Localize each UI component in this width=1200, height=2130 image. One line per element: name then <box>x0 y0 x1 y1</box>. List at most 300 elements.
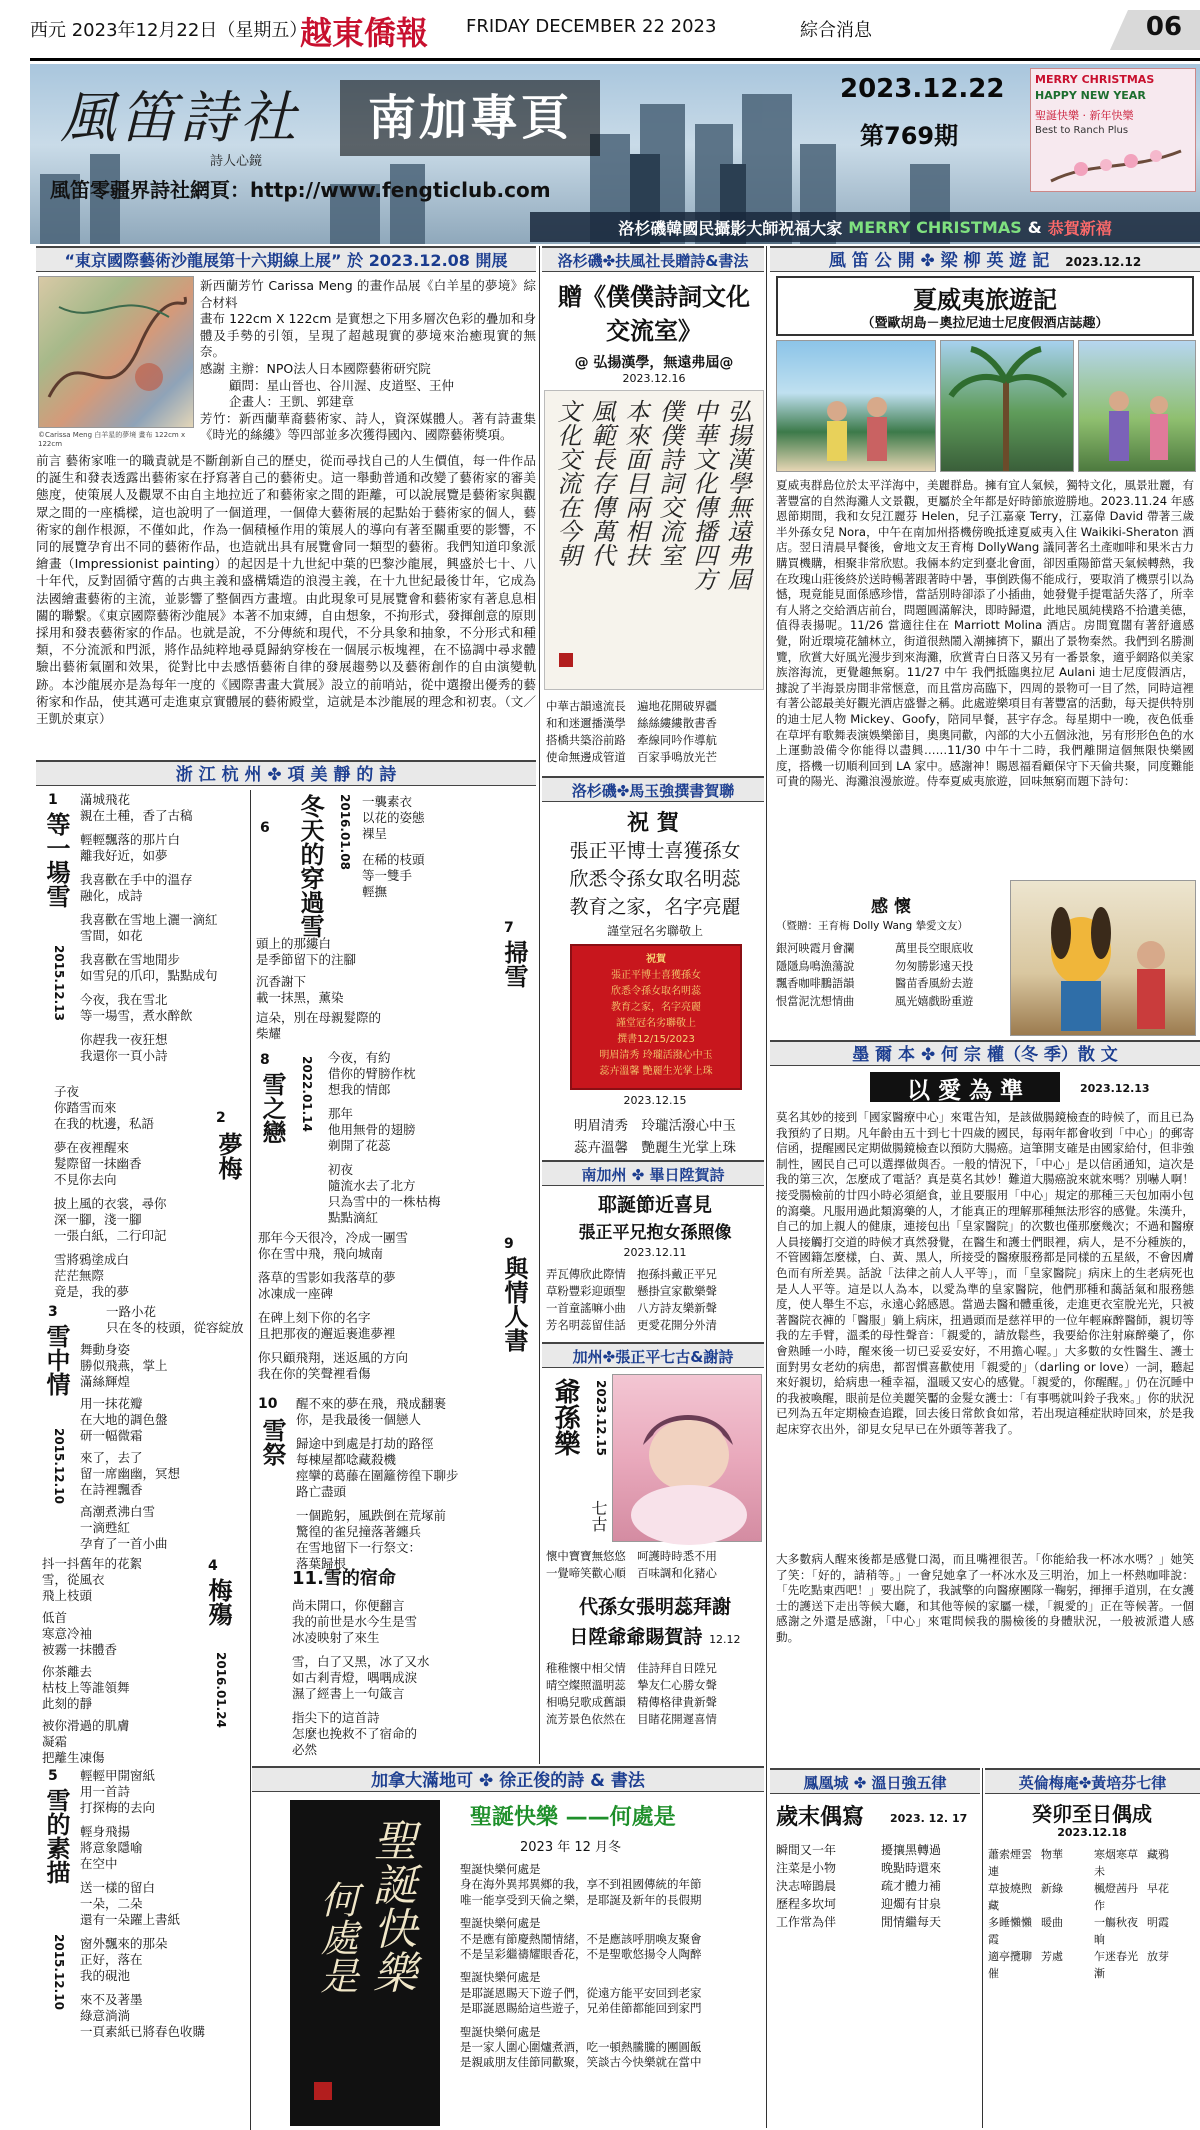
poem-1 <box>36 790 248 1080</box>
poem-line: 用一首詩 <box>80 1784 131 1799</box>
poem-1-date: 2015.12.13 <box>52 945 66 1021</box>
poem-line: 一滴甦紅 <box>80 1520 131 1535</box>
poem-1-number: 1 <box>48 792 58 808</box>
poem-11-heading <box>292 1564 492 1590</box>
congrats-couplet-2: 蕊卉溫馨 艷麗生光掌上珠 <box>574 1140 736 1156</box>
poem-8-number: 8 <box>260 1052 270 1068</box>
callig-col: 僕僕詩詞交流室 <box>655 399 683 567</box>
bottom-left-title: 歲末偶寫 <box>776 1805 865 1830</box>
poem-line: 茫茫無際 <box>54 1268 105 1283</box>
poem-5 <box>36 1764 248 2128</box>
poem-2-title: 夢梅 <box>214 1132 243 1180</box>
poem-line: 他用無骨的翅膀 <box>328 1122 416 1137</box>
exhibit-header: “東京國際藝術沙龍展第十六期線上展” 於 2023.12.08 開展 <box>36 246 536 272</box>
poem-line: 一朵，二朵 <box>80 1896 143 1911</box>
cherry-blossom-icon <box>1051 141 1181 191</box>
bottom-left-line: 晚點時還來 <box>881 1861 942 1875</box>
poem-4-lines <box>42 1556 192 1765</box>
card-text: 教育之家，名字亮麗 <box>611 1002 701 1013</box>
poem-line: 你，是我最後一個戀人 <box>296 1412 422 1427</box>
poem-line: 還有一朵躍上書紙 <box>80 1912 181 1927</box>
poem-line: 醒不來的夢在飛，飛成翻裹 <box>296 1396 447 1411</box>
poem-line: 冰凌映射了來生 <box>292 1630 380 1645</box>
travel-poem <box>776 940 1006 1010</box>
poem-3-number: 3 <box>48 1304 58 1320</box>
poem-line: 留一席幽幽，冥想 <box>80 1466 181 1481</box>
poem-10-lines <box>296 1396 536 1571</box>
card-line-2: HAPPY NEW YEAR <box>1035 89 1146 102</box>
bottom-left-line: 工作常為伴 <box>776 1915 837 1929</box>
poem-line: 雪間，如花 <box>80 928 143 943</box>
congrats-title: 祝 賀 <box>627 811 679 836</box>
poem-4-title: 梅殤 <box>204 1578 233 1626</box>
greeting-card <box>1030 68 1196 192</box>
poem-line: 綠意淌淌 <box>80 2008 131 2023</box>
bottom-right-line: 暖曲 <box>1041 1916 1063 1929</box>
congrats-red-card <box>570 944 742 1090</box>
poem-8 <box>252 1046 536 1226</box>
bottom-right-line: 適亭攬聊催 <box>988 1950 1032 1980</box>
poem-6-number: 6 <box>260 820 270 836</box>
poem-line: 凝霜 <box>42 1734 68 1749</box>
travel-header-date: 2023.12.12 <box>1065 255 1142 269</box>
poem-line: 初夜 <box>328 1162 354 1177</box>
thanks-title-2 <box>546 1622 764 1650</box>
poem-line: 想我的情郎 <box>328 1082 391 1097</box>
poem-line: 雪將鴉塗成白 <box>54 1252 130 1267</box>
poem-line: 寒意冷袖 <box>42 1626 93 1641</box>
xmas-calligraphy <box>290 1800 440 2126</box>
congrats-line-2: 欣悉令孫女取名明蕊 <box>569 868 741 890</box>
grandpa-title: 爺孫樂 <box>550 1378 580 1456</box>
christmas-joy-date: 2023.12.11 <box>623 1246 687 1259</box>
society-seal: 詩人心鏡 <box>210 154 263 169</box>
travel-poem-line: 萬里長空眼底收 <box>895 942 974 955</box>
poem-line: 路亡盡頭 <box>296 1484 347 1499</box>
bottom-right-line: 芳處 <box>1041 1950 1063 1963</box>
poem-line: 我喜歡在手中的溫存 <box>80 872 193 887</box>
poem-line: 一路小花 <box>106 1304 157 1319</box>
poem-line: 今夜，有約 <box>328 1050 391 1065</box>
congrats-date: 2023.12.15 <box>623 1094 687 1107</box>
poem-line: 今夜，我在雪北 <box>80 992 168 1007</box>
xmas-poem-header: 加拿大滿地可 ✤ 徐正俊的詩 & 書法 <box>252 1766 764 1792</box>
bottom-left-line: 閒情繼每天 <box>881 1915 942 1929</box>
bottom-left-line: 迎燭有甘泉 <box>881 1897 942 1911</box>
thanks-poem: 稚稚懷中相父情 佳詩拜自日陞兄 晴空燦照溫明蕊 摯友仁心勝女聲 相鳴兒歌成舊韻 精傳格律貴新聲 流芳景色依然在 目睹花開遲喜情 <box>546 1661 717 1726</box>
essay-body: 莫名其妙的接到「國家醫療中心」來電告知，是該做腸鏡檢查的時候了，而且已為我預約了日期。凡年齡由五十到七十四歲的國民，每兩年都會收到「中心」的郵寄信函，提醒國民定期做腸鏡檢查以預防大腸癌。這筆開支確是由國家給付，但非強制性，國民自己可以選擇做與否。一般的情況下，「中心」是以信函通知，這次是我的第三次，怎麼成了電話？真是莫名其妙！難道大腸癌說來就來嗎？別嚇人啊！接受腸檢前的廿四小時必須絕食，並且要服用「中心」規定的那種三天包加兩小包的瀉藥。凡服用過此類瀉藥的人，才能真正的理解那種無法形容的感覺。朱漢升，自己的加上親人的健康，連接包出「皇家醫院」的次數也僅那麼幾次；不過和醫療人員接觸打交道的時候才真然發覺，在醫生和護士們眼裡，病人，是不分種族的，不管國籍怎麼樣，白、黃、黑人，所接受的醫療服務都是同樣的五星級，不會因膚色而有所差異。話說「法律之前人人平等」，而「皇家醫院」病床上的生老病死也是人人平等。這是以人為本，以愛為準的皇家醫院，他們那種和藹話氣和服務態度，使人舉生不忘，永遠心銘感恩。當過去醫和體重後，走進更衣室脫光光，只被著醫院衣褲的「醫服」躺上病床，扭過頭而是慈祥甲的一位年輕麻醉醫師，親切等我的左手臂，溫柔的母性聲音：「親愛的，請放鬆些，我要給你注射麻醉藥了，你會熟睡一小時，醒來後一切已妥妥安好，不用擔心喔。」大多數的女性醫生、護士面對男女老幼的病患，都習慣喜歡使用「親愛的」（darling or love）一詞，聽起來好親切，給病患一種幸福，溫暖又安心的感覺。「親愛的，你醒醒。」仍在沉睡中的我被喚醒，眼前是位美麗笑靨的金髮女護士：「有事嗎就叫鈴子我來。」你的狀況已列為五年定期檢查追蹤，回去後日常飲食如常，若出現這種症狀時回來，於是我起床穿衣出外，卻見女兒早已在外頭等著我了。 <box>776 1110 1194 1436</box>
essay-title: 以 愛 為 準 <box>870 1072 1060 1102</box>
bottom-left-line: 疏才體力補 <box>881 1879 942 1893</box>
callig-seal <box>559 653 573 667</box>
poem-line: 點點滴紅 <box>328 1210 379 1225</box>
poem-11-dot: . <box>317 1568 324 1589</box>
calligraphy-subtitle: @ 弘揚漢學，無遠弗屆@ <box>574 355 734 371</box>
bottom-right-line: 早花 <box>1147 1882 1169 1895</box>
congrats-header: 洛杉磯✤馬玉強撰書賀聯 <box>542 776 764 802</box>
poem-line: 你趕我一夜狂想 <box>80 1032 168 1047</box>
poem-line: 在空中 <box>80 1856 118 1871</box>
poem-line: 怎麼也挽救不了宿命的 <box>292 1726 418 1741</box>
travel-poem-line: 恨當泥沈想情曲 <box>776 994 855 1008</box>
poem-line: 這朵，別在母親髮際的 <box>256 1010 382 1025</box>
card-text: 祝賀 <box>646 954 666 965</box>
poem-4 <box>36 1552 248 1765</box>
poem-line: 被霧一抹體香 <box>42 1642 118 1657</box>
poem-5-title: 雪的素描 <box>42 1788 71 1884</box>
bottom-left-header: 鳳凰城 ✤ 溫日強五律 <box>770 1768 980 1794</box>
bottom-left-date: 2023. 12. 17 <box>890 1812 968 1825</box>
poem-7-title: 掃雪 <box>500 940 529 988</box>
bottom-right-line: 物華 <box>1041 1848 1063 1861</box>
poem-line: 打探梅的去向 <box>80 1800 156 1815</box>
poem-line: 夢在夜裡醒來 <box>54 1140 130 1155</box>
poem-line: 頭上的那縷白 <box>256 936 332 951</box>
poem-line: 不見你去向 <box>54 1172 117 1187</box>
travel-poem-line: 隱隱鳥鳴漁蕩說 <box>776 959 855 973</box>
poem-4-date: 2016.01.24 <box>214 1652 228 1728</box>
poem-line: 以花的姿態 <box>362 810 425 825</box>
poem-line: 我的硯池 <box>80 1968 131 1983</box>
poem-line: 高潮煮沸白雪 <box>80 1504 156 1519</box>
poem-line: 我喜歡在雪地閒步 <box>80 952 181 967</box>
bottom-right-line: 放芽 <box>1147 1950 1169 1963</box>
grandpa-poem: 懷中寶寶無悠悠 呵護時時悉不用 一覺啼笑歡心順 百味調和化豬心 <box>546 1549 717 1580</box>
poem-line: 輕身飛揚 <box>80 1824 131 1839</box>
masthead-date: 西元 2023年12月22日（星期五） <box>30 20 308 41</box>
bottom-right-line: 一觴秋夜晌 <box>1094 1916 1138 1946</box>
poem-line: 在詩裡飄香 <box>80 1482 143 1497</box>
poem-8-date: 2022.01.14 <box>300 1056 314 1132</box>
xmas-poem-title: 聖誕快樂 ——何處是 <box>470 1805 676 1830</box>
grandpa-form: 七古 <box>589 1500 608 1532</box>
card-line-4: Best to Ranch Plus <box>1035 125 1129 136</box>
thanks-title-2-text: 日陞爺爺賜賀詩 <box>569 1626 703 1648</box>
poem-line: 濕了經書上一句箴言 <box>292 1686 405 1701</box>
poem-line: 披上風的衣裳，尋你 <box>54 1196 167 1211</box>
callig-col: 風範長存傳萬代 <box>587 399 615 567</box>
poem-line: 來不及著墨 <box>80 1992 143 2007</box>
bottom-left-line: 注菜是小物 <box>776 1861 837 1875</box>
poem-9-title: 與情人書 <box>500 1256 529 1352</box>
travel-subtitle: （暨歐胡島－奧拉尼迪士尼度假酒店誌趣） <box>861 316 1109 331</box>
poem-7-number: 7 <box>504 920 514 936</box>
painting-caption: ©Carissa Meng 白羊星的夢境 畫布 122cm x 122cm <box>38 431 186 448</box>
bottom-right-date: 2023.12.18 <box>1057 1826 1127 1839</box>
poem-line: 柴耀 <box>256 1026 282 1041</box>
essay-body-2: 大多數病人醒來後都是感覺口渴，而且嘴裡很苦。「你能給我一杯冰水嗎？」她笑了笑：「好的，請稍等。」一會兒她拿了一杯冰水及三明治，加上一杯熱咖啡說：「先吃點東西吧！」要出院了，我誠擎的向醫療團隊一鞠躬，揮揮手道別，在女護士的護送下走出等候大廳，和其他等候的家屬一樣，「親愛的」正在等候著。一個感謝之外還是感謝，「中心」來電問候我的腸檢後的身體狀況，一般被派遣人感動。 <box>776 1552 1194 1644</box>
poem-3-lines <box>80 1304 248 1551</box>
poem-line: 舞動身姿 <box>80 1342 131 1357</box>
travel-poem-line: 飄香咖啡鵬語韻 <box>776 977 855 990</box>
callig-col: 本來面目兩相扶 <box>621 399 649 567</box>
thanks-date: 12.12 <box>709 1633 741 1646</box>
bottom-left-line: 決志啼鵾晨 <box>776 1879 837 1893</box>
bottom-right-line: 多睡懶懶霞 <box>988 1916 1032 1946</box>
bottom-right-line: 蕭索煙雲連 <box>988 1848 1032 1878</box>
poem-3-title: 雪中情 <box>42 1324 71 1396</box>
poem-10-number: 10 <box>258 1396 278 1412</box>
poem-line: 親在土種，香了古稿 <box>80 808 193 823</box>
poem-line: 一張白紙，二行印記 <box>54 1228 167 1243</box>
travel-photo-1 <box>776 340 936 472</box>
poem-line: 飛上枝頭 <box>42 1588 93 1603</box>
website-label: 風笛零疆界詩社網頁：http://www.fengticlub.com <box>50 178 551 202</box>
poem-line: 被你滑過的肌膚 <box>42 1718 130 1733</box>
greeting-chinese: 恭賀新禧 <box>1047 218 1112 238</box>
poem-line: 勝似飛燕，掌上 <box>80 1358 168 1373</box>
callig-col: 弘揚漢學無遠弗屆 <box>723 399 751 591</box>
poem-line: 在大地的調色盤 <box>80 1412 168 1427</box>
poem-line: 一襲素衣 <box>362 794 413 809</box>
poem-line: 且把那夜的邂逅裹進夢裡 <box>258 1326 396 1341</box>
calligraphy-scroll <box>544 390 764 690</box>
bottom-left-line: 擾攘黑轉過 <box>881 1843 942 1857</box>
travel-body: 夏威夷群島位於太平洋海中，美麗群島。擁有宜人氣候，獨特文化，風景壯麗，有著豐富的自然海灘人文景觀，更屬於全年都是好時節旅遊勝地。2023.11.24 年感恩節期間，我和女兒江麗芬 Helen，兒子江嘉豪 Terry，江嘉偉 David 帶著三歲半外孫女兒 Nora，中午在南加州搭機傍晚抵達夏威夷入住 Waikiki-Sheraton 酒店。翌日清晨早餐後，會地文友王育梅 DollyWang 議同著名土產咖啡和果米古力購買機購，相聚非常欣慰。我倆本約定到臺北會面，卻因重陽節當天氣候轉熱，我在玫瑰山莊後終於送時暢著跟著時中暑，事倒跌傷不能成行，要取消了機票引以為憾，現竟能見面係感珍惜，當話別時卻添了小插曲，她發覺手提電話失落了，所幸有人將之交給酒店前台，問題圓滿解決，即時歸還，此地民風純樸路不拾遺美德，值得表揚呢。11/26 當適往住在 Marriott Molina 酒店。房間寬闊有著舒適感覺，附近環境花舖林立，街道很熱鬧入潮擁擠下，顯出了景物秦然。我們到名勝測覽，欣賞大好風光漫步到來海灘，欣賞青白日落又另有一番景象，適乎網路似美家族溶海流，更覺趣無窮。11/27 中午 我們抵臨奧拉尼 Aulani 迪士尼度假酒店，據說了半海景房間非常惬意，而且當房高臨下，四周的景物可一目了然，同時這裡有著公認最美好觀光酒店盛譽之稱。此處遊樂項目有著豐富的活動，每天提供特別的迪士尼人物 Mickey、Goofy，陪同早餐，甚宇存念。每星期中一晚，夜色低垂在草坪有歌舞表演娛樂節目，奧奧同歡，內部的大小五個泳池，另有形形色色的水上運動設備令你能得以盡興……11/30 中午十二時，我們離開這個無限快樂國度，搭機一切順利回到 LA 家中。感謝神！賜恩福看顧保守下天倫共聚，同度難能可貴的陽光、海灘浪漫旅遊。侍奉夏威夷旅遊，回味無窮而題下詩句： <box>776 478 1194 789</box>
thanks-title-1: 代孫女張明蕊拜謝 <box>578 1596 731 1618</box>
xmas-stanza: 聖誕快樂何處是 是一家人圍心圍爐煮酒，吃一頓熱騰騰的團圓飯 是親戚朋友佳節同歡聚，笑談古今快樂就在當中 <box>460 2024 702 2070</box>
xmas-callig-col-1: 聖誕快樂 <box>365 1818 416 1994</box>
paper-name: 越東僑報 <box>300 14 429 52</box>
bottom-left-poem <box>776 1842 980 1932</box>
poem-line: 指尖下的這首詩 <box>292 1710 380 1725</box>
poem-11 <box>252 1562 536 1762</box>
poem-line: 沉香謝下 <box>256 974 307 989</box>
travel-header <box>770 246 1200 272</box>
calligraphy-poem: 中華古韻遠流長 遍地花開破界疆 和和迷邇播漢學 絲絲縷縷散書香 搭橋共築浴前路 牽線同吟作導航 使命無邊成管道 百家爭鳴放光芒 <box>546 699 717 764</box>
poem-line: 一個跪躬，風跌倒在荒塚前 <box>296 1508 447 1523</box>
poem-line: 研一幅微霜 <box>80 1428 143 1443</box>
poem-line: 送一樣的留白 <box>80 1880 156 1895</box>
poem-line: 裸呈 <box>362 826 388 841</box>
travel-poem-title: 感 懷 <box>871 897 911 917</box>
bottom-divider <box>982 1768 983 2128</box>
poem-line: 如雪兒的爪印，點點成句 <box>80 968 218 983</box>
poem-line: 冰凍成一座碑 <box>258 1286 334 1301</box>
poem-5-number: 5 <box>48 1768 58 1784</box>
grandpa-date: 2023.12.15 <box>594 1380 608 1456</box>
society-name: 風笛詩社 <box>60 86 300 151</box>
page-number: 06 <box>1145 12 1183 42</box>
card-text: 撰書12/15/2023 <box>617 1034 695 1045</box>
poem-6-lines-c <box>256 1010 456 1044</box>
dog-character-icon <box>1011 881 1197 1037</box>
poem-9 <box>252 1226 536 1390</box>
poem-line: 必然 <box>292 1742 318 1757</box>
poem-line: 你在雪中飛，飛向城南 <box>258 1246 384 1261</box>
poem-line: 歸途中到處是打劫的路徑 <box>296 1436 434 1451</box>
poem-line: 離我好近，如夢 <box>80 848 168 863</box>
poem-11-lines <box>292 1598 532 1762</box>
poem-line: 是季節留下的注腳 <box>256 952 357 967</box>
greeting-prefix: 洛杉磯韓國民攝影大師祝福大家 <box>618 218 843 238</box>
poem-line: 尚未開口，你便翻言 <box>292 1598 405 1613</box>
poem-line: 如古剎青燈，喁喁成淚 <box>292 1670 418 1685</box>
banner <box>30 64 1200 244</box>
poem-line: 落葉歸根 <box>296 1556 347 1571</box>
poem-line: 正好，落在 <box>80 1952 143 1967</box>
poem-3-date: 2015.12.10 <box>52 1428 66 1504</box>
poem-line: 滿絲輝煌 <box>80 1374 131 1389</box>
poem-6-lines-a <box>362 794 536 924</box>
bottom-right-line: 新綠 <box>1041 1882 1063 1895</box>
poem-line: 我喜歡在雪地上灑一滴紅 <box>80 912 218 927</box>
poem-6-title: 冬天的穿過雪 <box>296 794 325 938</box>
bottom-right-line: 乍迷春光漸 <box>1094 1950 1138 1980</box>
callig-col: 文化交流在今朝 <box>553 399 581 567</box>
issue-number: 第769期 <box>860 122 959 150</box>
poem-2-number: 2 <box>216 1110 226 1126</box>
bottom-right-line: 明霞 <box>1147 1916 1169 1929</box>
essay-header: 墨 爾 本 ✤ 何 宗 權（冬 季）散 文 <box>770 1040 1200 1066</box>
poem-5-date: 2015.12.10 <box>52 1934 66 2010</box>
people-icon <box>777 341 937 473</box>
poems-divider <box>250 790 251 2130</box>
poem-line: 痙攣的葛藤在圍籬徬徨下聊步 <box>296 1468 459 1483</box>
congrats-sign: 謹堂冠名劣聯敬上 <box>606 924 703 938</box>
poem-line: 輕輕飄落的那片白 <box>80 832 181 847</box>
xmas-seal <box>314 2082 332 2100</box>
poem-11-number: 11 <box>292 1568 318 1589</box>
xmas-poem-stanzas <box>460 1862 764 2128</box>
poem-line: 在稀的枝頭 <box>362 852 425 867</box>
travel-poem-line: 勿匆勝影遠天投 <box>895 959 974 973</box>
xmas-stanza: 聖誕快樂何處是 是耶誕恩賜天下遊子們，從遠方能平安回到老家 是耶誕恩賜給這些遊子，兄弟佳節都能回到家門 <box>460 1970 702 2016</box>
greeting-strip <box>530 212 1200 242</box>
poem-line: 子夜 <box>54 1084 80 1099</box>
bottom-right-header: 英倫梅庵✤黃培芬七律 <box>985 1768 1200 1794</box>
masthead-section: 綜合消息 <box>800 20 872 41</box>
poem-6 <box>252 790 536 1010</box>
exhibit-painting <box>38 276 194 428</box>
poem-1-lines <box>80 792 248 1078</box>
baby-icon <box>613 1375 763 1543</box>
calligraphy-title: 贈《僕僕詩詞文化交流室》 <box>558 283 750 345</box>
bottom-right-title: 癸卯至日偶成 <box>1032 1802 1152 1826</box>
exhibit-body: 前言 藝術家唯一的職責就是不斷創新自己的歷史，從而尋找自己的人生價值，每一件作品的誕生和發表透露出藝術家在抒寫著自己的藝術史。這一舉動普通和改變了藝術家的審美態度，使策展人及觀眾不由自主地拉近了和藝術家之間的距離，可以說展覽是藝術家與觀眾之間的一座橋樑，這也說明了一個道理，一個偉大藝術展的起點始于藝術家的個人，藝術家的創作根源，不僅如此，作為一個積極作用的策展人的導向有著至關重要的影響，不同的展覽孕育出不同的藝術作品，也造就出具有展覽會同一類型的藝術。我們知道印象派繪畫（Impressionist painting）的起因是十九世紀中葉的巴黎沙龍展，興盛於七十、八十年代，反對固循守舊的古典主義和盛構矯造的浪漫主義，在十九世紀最後廿年，它成為法國繪畫藝術的主流，並影響了整個西方畫壇。由此現象可見展覽會和藝術家有著息息相關的聯繫。《東京國際藝術沙龍展》本著不加束縛，自由想象，不拘形式，發揮創意的原則採用和發表藝術家的作品。也就是說，不分傳統和現代，不分具象和抽象，不分形式和種類，不分流派和門派，將作品純粹地尋覓歸納穿梭在一個展示板塊裡，在不協調中尋求體驗出藝術氣圍和效果，從對比中去感悟藝術自律的發展趨勢以及藝術創作的自由演變軌跡。本沙龍展亦是為每年一度的《國際書畫大賞展》設立的前哨站，從中選撥出優秀的藝術家和作品，使其邁可走進東京實體展的藝術殿堂，這就是本沙龍展的理念和初衷。（文／王凱於東京） <box>36 453 536 727</box>
poem-line: 我還你一頁小詩 <box>80 1048 168 1063</box>
poem-8-title: 雪之戀 <box>258 1072 287 1144</box>
col-divider-2 <box>766 246 767 2128</box>
travel-poem-line: 銀河映霞月會瀾 <box>776 942 855 955</box>
travel-poem-line: 風光嬉戲盼重遊 <box>895 994 974 1008</box>
xmas-poem-date: 2023 年 12 月冬 <box>520 1840 622 1855</box>
congrats-couplet-1: 明眉清秀 玲瓏活潑心中玉 <box>574 1118 736 1134</box>
poem-line: 來了，去了 <box>80 1450 143 1465</box>
poem-line: 融化，成詩 <box>80 888 143 903</box>
poem-line: 抖一抖舊年的花絮 <box>42 1556 143 1571</box>
poem-line: 隨流水去了北方 <box>328 1178 416 1193</box>
poem-line: 雪，從風衣 <box>42 1572 105 1587</box>
bottom-right-line: 藏鴉 <box>1147 1848 1169 1861</box>
card-text: 欣悉令孫女取名明蕊 <box>611 986 701 997</box>
card-text: 張正平博士喜獲孫女 <box>611 970 701 981</box>
xmas-stanza: 聖誕快樂何處是 不是應有節慶熱鬧情緒，不是應該呼朋喚友聚會 不是呈彩繼禱耀眼香花，不是聖歌悠揚令人陶醉 <box>460 1916 702 1962</box>
poem-line: 深一腳，淺一腳 <box>54 1212 142 1227</box>
calligraphy-date: 2023.12.16 <box>622 372 686 385</box>
masthead <box>0 0 1200 60</box>
callig-col: 中華文化傳播四方 <box>689 399 717 591</box>
poem-line: 用一抹花瓣 <box>80 1396 143 1411</box>
poem-line: 滿城飛花 <box>80 792 131 807</box>
poem-line: 在碑上刻下你的名字 <box>258 1310 371 1325</box>
poem-line: 雪，白了又黑，冰了又水 <box>292 1654 430 1669</box>
poem-line: 一頁素紙已將春色收購 <box>80 2024 206 2039</box>
poem-line: 只在冬的枝頭，從容綻放 <box>106 1320 244 1335</box>
poem-line: 你茶離去 <box>42 1664 93 1679</box>
travel-poem-line: 醫苗香風紛去遊 <box>895 977 974 990</box>
poem-line: 驚徨的雀兒撞落著纏兵 <box>296 1524 422 1539</box>
bottom-left-line: 瞬間又一年 <box>776 1843 837 1857</box>
poem-5-lines <box>80 1768 248 2108</box>
poem-line: 窗外飄來的那朵 <box>80 1936 168 1951</box>
grandpa-header: 加州✤張正平七古&謝詩 <box>542 1342 764 1368</box>
travel-title: 夏威夷旅遊記 <box>913 286 1057 314</box>
poem-11-title: 雪的宿命 <box>323 1568 396 1589</box>
poem-line: 那年今天很冷，冷成一團雪 <box>258 1230 409 1245</box>
poem-line: 在我的枕邊，私語 <box>54 1116 155 1131</box>
christmas-joy-poem: 弄瓦傳欣此際情 抱孫抖戴正平兄 草粉豐彩迎頭聖 懸掛宣家歡樂聲 一首童謠嘛小曲 八方詩友樂新聲 芳名明蕊留佳話 更愛花開分外清 <box>546 1267 717 1332</box>
poem-line: 剃開了花蕊 <box>328 1138 391 1153</box>
travel-poem-note: （暨贈：王育梅 Dolly Wang 摯愛文友） <box>776 920 969 932</box>
christmas-joy-title-1: 耶誕節近喜見 <box>597 1194 712 1216</box>
poem-line: 我在你的笑聲裡看傷 <box>258 1366 371 1381</box>
greeting-amp: & <box>1027 217 1042 237</box>
poem-line: 每棟屋都唸藏殺機 <box>296 1452 397 1467</box>
xmas-stanza: 聖誕快樂何處是 身在海外異邦異鄉的我，享不到祖國傳統的年節 唯一能享受到天倫之樂，是耶誕及新年的長假期 <box>460 1862 702 1907</box>
poem-10-title: 雪祭 <box>258 1418 287 1466</box>
painting-strokes <box>39 277 195 429</box>
family-icon <box>1079 341 1197 473</box>
poem-line: 此刻的靜 <box>42 1696 93 1711</box>
poem-line: 枯枝上等誰領舞 <box>42 1680 130 1695</box>
poem-8-lines <box>328 1050 534 1226</box>
poem-line: 借你的臂膀作枕 <box>328 1066 416 1081</box>
col-divider-1 <box>539 246 540 1764</box>
poem-4-number: 4 <box>208 1558 218 1574</box>
card-line-3: 聖誕快樂 · 新年快樂 <box>1035 109 1134 122</box>
poem-line: 輕輕甲開窗紙 <box>80 1768 156 1783</box>
poem-line: 低首 <box>42 1610 68 1625</box>
masthead-rule <box>30 58 1200 61</box>
bottom-left-line: 歷程多坎坷 <box>776 1897 837 1911</box>
poem-9-number: 9 <box>504 1236 514 1252</box>
poem-9-lines <box>258 1230 488 1390</box>
bottom-right-line: 寒烟寒草未 <box>1094 1848 1138 1878</box>
poem-line: 你踏雪而來 <box>54 1100 117 1115</box>
xmas-callig-col-2: 何處是 <box>314 1880 358 1994</box>
christmas-joy-header: 南加州 ✤ 畢日陞賀詩 <box>542 1160 764 1186</box>
travel-header-text: 風 笛 公 開 ✤ 梁 柳 英 遊 記 <box>828 251 1050 271</box>
bottom-right-poem <box>988 1846 1198 1980</box>
congrats-line-1: 張正平博士喜獲孫女 <box>569 840 741 862</box>
bottom-right-line: 草披燒煦藏 <box>988 1882 1032 1912</box>
christmas-joy-title-2: 張正平兄抱女孫照像 <box>578 1223 732 1243</box>
card-text: 明眉清秀 玲瓏活潑心中玉 <box>599 1050 713 1061</box>
essay-date: 2023.12.13 <box>1080 1082 1150 1095</box>
exhibit-intro: 新西蘭芳竹 Carissa Meng 的畫作品展《白羊星的夢境》綜合材料 畫布 122cm X 122cm 是實想之下用多層次色彩的疊加和身體及手勢的引領，呈現了超越現實的夢境來治癒現實的無奈。 感謝 主辦：NPO法人日本國際藝術研究院 顧問：星山晉也、谷川渥、皮道堅、王仲 企畫人：王凱、郭建章 芳竹：新西蘭華裔藝術家、詩人，資深媒體人。著有詩畫集《時光的絲縷》等四部並多次獲得國內、國際藝術獎項。 <box>200 278 536 443</box>
baby-photo <box>612 1374 762 1542</box>
poem-line: 我的前世是水今生是雪 <box>292 1614 418 1629</box>
travel-photo-4 <box>1010 880 1196 1036</box>
poem-6-lines-b <box>256 936 466 1010</box>
poem-line: 落草的雪影如我落草的夢 <box>258 1270 396 1285</box>
poem-line: 那年 <box>328 1106 354 1121</box>
poem-10 <box>252 1392 536 1571</box>
bottom-right-line: 楓燈茜丹作 <box>1094 1882 1138 1912</box>
banner-title: 南加專頁 <box>340 80 600 156</box>
poem-line: 載一抹黑，薰染 <box>256 990 344 1005</box>
